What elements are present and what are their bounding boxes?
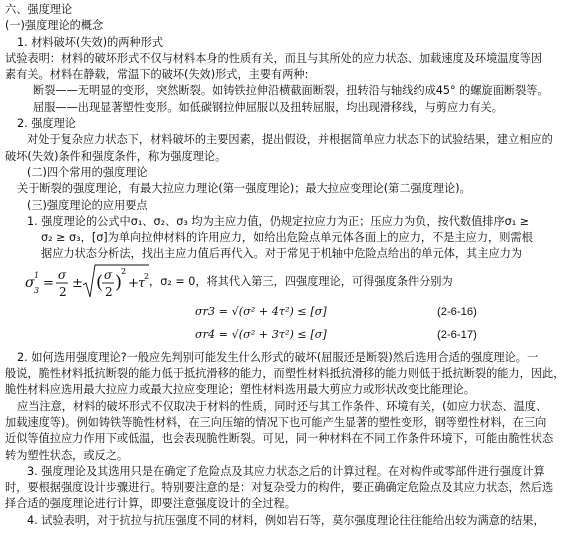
subsection-3-heading: (三)强度理论的应用要点 (27, 198, 148, 212)
paragraph-line: 素有关。材料在静载，常温下的破坏(失效)形式，主要有两种: (5, 68, 309, 82)
svg-text:τ: τ (138, 275, 146, 291)
subsection-2-heading: (二)四个常用的强度理论 (27, 165, 148, 179)
svg-text:σ: σ (58, 267, 67, 282)
paragraph-line: 般说，脆性材料抵抗断裂的能力低于抵抗滑移的能力，而塑性材料抵抗滑移的能力则低于抵抗断裂的能力，因此， (5, 367, 565, 381)
paragraph-line: 转为塑性状态，或反之。 (5, 448, 129, 462)
equation-2-6-16 (5, 301, 577, 324)
svg-text:2: 2 (105, 284, 113, 299)
paragraph-line: 时，要根据强度设计步骤进行。特别要注意的是：对复杂受力的构件，要正确确定危险点及其应力状态，然后选 (5, 481, 554, 495)
svg-text:): ) (115, 271, 123, 293)
paragraph-line: 破坏(失效)条件和强度条件，称为强度理论。 (5, 149, 227, 163)
svg-text:σ: σ (104, 267, 113, 282)
paragraph-line: σ₂ ≥ σ₃，[σ]为单向拉伸材料的许用应力，如给出危险点单元体各面上的应力，不是主应力，则需根 (41, 231, 533, 245)
svg-text:(: ( (96, 271, 104, 293)
svg-text:3: 3 (34, 285, 40, 295)
principal-stress-formula-graphic (25, 263, 149, 301)
paragraph-line: 4. 试验表明，对于抗拉与抗压强度不同的材料，例如岩石等，莫尔强度理论往往能给出较为满意的结果， (27, 513, 545, 527)
principal-stress-formula (5, 263, 577, 301)
point-2-title: 2. 强度理论 (17, 117, 76, 131)
paragraph-line: 2. 如何选用强度理论?一般应先判别可能发生什么形式的破坏(屈服还是断裂)然后选用合适的强度理论。一 (17, 350, 539, 364)
paragraph-line: 据应力状态分析法，找出主应力值后再代入。对于常见于机轴中危险点给出的单元体，其主应力为 (41, 247, 523, 261)
paragraph-line: 择合适的强度理论进行计算，即要注意强度设计的全过程。 (5, 497, 296, 511)
paragraph-line: 断裂——无明显的变形，突然断裂。如铸铁拉伸沿横截面断裂，扭转沿与轴线约成45° 的螺旋面断裂等。 (33, 84, 549, 98)
paragraph-line: 加载速度等)。例如铸铁等脆性材料，在三向压缩的情况下也可能产生显著的塑性变形，钢等塑性材料，在三向 (5, 415, 547, 429)
paragraph-line: 应当注意，材料的破坏形式不仅取决于材料的性质，同时还与其工作条件、环境有关，(如应力状态、温度、 (17, 399, 548, 413)
section-heading: 六、强度理论 (5, 3, 73, 16)
formula-tail-text: ，σ₂ = 0，将其代入第三，四强度理论，可得强度条件分别为 (149, 274, 453, 288)
svg-text:=: = (43, 275, 54, 291)
svg-text:2: 2 (59, 284, 67, 299)
paragraph-line: 屈服——出现显著塑性变形。如低碳钢拉伸屈服以及扭转屈服，均出现滑移线，与剪应力有关。 (33, 100, 503, 114)
paragraph-line: 脆性材料应选用最大拉应力或最大拉应变理论；塑性材料选用最大剪应力或形状改变比能理论。 (5, 383, 475, 397)
svg-text:σ: σ (25, 274, 35, 291)
equation-2-6-17 (5, 324, 577, 347)
svg-text:+: + (128, 275, 139, 291)
svg-text:1: 1 (34, 270, 40, 280)
equation-expression: σr4 = √(σ² + 3τ²) ≤ [σ] (195, 328, 327, 342)
subsection-1-heading: (一)强度理论的概念 (5, 19, 104, 33)
svg-text:2: 2 (121, 266, 127, 276)
paragraph-line: 近似等值拉应力作用下或低温，也会表现脆性断裂。可见，同一种材料在不同工作条件环境下，可能由脆性状态 (5, 432, 554, 446)
svg-text:±: ± (72, 275, 83, 291)
paragraph-line: 1. 强度理论的公式中σ₁、σ₂、σ₃ 均为主应力值，仍规定拉应力为正；压应力为负，按代数值排序σ₁ ≥ (27, 214, 530, 228)
equation-number: (2-6-17) (437, 329, 477, 342)
equation-number: (2-6-16) (437, 306, 477, 319)
svg-text:2: 2 (144, 271, 149, 281)
paragraph-line: 对处于复杂应力状态下，材料破坏的主要因素，提出假设，并根据简单应力状态下的试验结果，建立相应的 (27, 133, 553, 147)
paragraph-line: 关于断裂的强度理论，有最大拉应力理论(第一强度理论)；最大拉应变理论(第二强度理论)。 (17, 182, 471, 196)
paragraph-line: 3. 强度理论及其选用只是在确定了危险点及其应力状态之后的计算过程。在对构件或零部件进行强度计算 (27, 464, 545, 478)
paragraph-line: 试验表明：材料的破坏形式不仅与材料本身的性质有关，而且与其所处的应力状态、加载速度及环境温度等因 (5, 51, 543, 65)
point-1-title: 1. 材料破坏(失效)的两种形式 (17, 35, 164, 49)
equation-expression: σr3 = √(σ² + 4τ²) ≤ [σ] (195, 305, 327, 319)
